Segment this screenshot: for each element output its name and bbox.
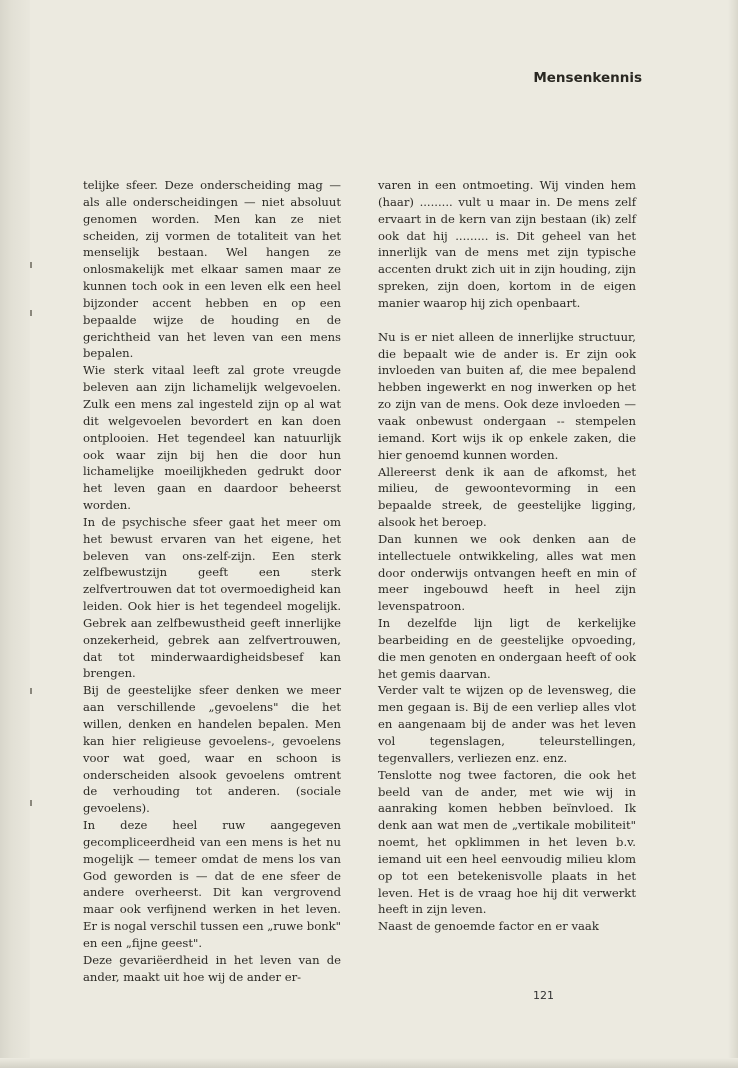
paragraph: In deze heel ruw aangegeven gecompliceerdheid van een mens is het nu mogelijk — temeer omdat de mens los van God geworden is — dat de ene sfeer de andere overheerst. Dit kan vergrovend maar ook verfijnend werken in het leven. Er is nogal verschil tussen een „ruwe bonk" en een „fijne geest". <box>83 818 341 950</box>
margin-mark <box>30 310 32 316</box>
running-header: Mensenkennis <box>533 70 642 86</box>
paragraph: Deze gevariëerdheid in het leven van de ander, maakt uit hoe wij de ander er- <box>83 952 341 984</box>
paragraph: Nu is er niet alleen de innerlijke structuur, die bepaalt wie de ander is. Er zijn ook invloeden van buiten af, die mee bepalend hebben ingewerkt en nog inwerken op het zo zijn van de mens. Ook deze invloeden — vaak onbewust ondergaan -- stempelen iemand. Kort wijs ik op enkele zaken, die hier genoemd kunnen worden. <box>378 329 636 462</box>
paragraph: In de psychische sfeer gaat het meer om het bewust ervaren van het eigene, het beleven van ons-zelf-zijn. Een sterk zelfbewustzijn geeft een sterk zelfvertrouwen dat tot overmoedigheid kan leiden. Ook hier is het tegendeel mogelijk. Gebrek aan zelfbewustheid geeft innerlijke onzekerheid, gebrek aan zelfvertrouwen, dat tot minderwaardigheidsbesef kan brengen. <box>83 514 341 681</box>
paragraph: In dezelfde lijn ligt de kerkelijke bearbeiding en de geestelijke opvoeding, die men genoten en ondergaan heeft of ook het gemis daarvan. <box>378 616 636 681</box>
margin-mark <box>30 800 32 806</box>
paragraph: Wie sterk vitaal leeft zal grote vreugde beleven aan zijn lichamelijk welgevoelen. Zulk een mens zal ingesteld zijn op al wat dit welgevoelen bevordert en kan doen ontplooien. Het tegendeel kan natuurlijk ook waar zijn bij hen die door hun lichamelijke moeilijkheden gedrukt door het leven gaan en daardoor beheerst worden. <box>83 363 341 513</box>
page-binding-edge <box>0 0 30 1068</box>
paragraph: Verder valt te wijzen op de levensweg, die men gegaan is. Bij de een verliep alles vlot en aangenaam bij de ander was het leven vol tegenslagen, teleurstellingen, tegenvallers, verliezen enz. enz. <box>378 683 636 765</box>
margin-mark <box>30 688 32 694</box>
paragraph: Dan kunnen we ook denken aan de intellectuele ontwikkeling, alles wat men door onderwijs ontvangen heeft en min of meer ingebouwd heeft in heel zijn levenspatroon. <box>378 531 636 614</box>
paragraph: Tenslotte nog twee factoren, die ook het beeld van de ander, met wie wij in aanraking komen hebben beïnvloed. Ik denk aan wat men de „vertikale mobiliteit" noemt, het opklimmen in het leven b.v. iemand uit een heel eenvoudig milieu klom op tot een betekenisvolle plaats in het leven. Het is de vraag hoe hij dit verwerkt heeft in zijn leven. <box>378 767 636 917</box>
paragraph: Naast de genoemde factor en er vaak <box>378 919 599 934</box>
page-number: 121 <box>533 989 554 1002</box>
paragraph: varen in een ontmoeting. Wij vinden hem (haar) ......... vult u maar in. De mens zelf ervaart in de kern van zijn bestaan (ik) zelf ook dat hij ......... is. Dit geheel van het innerlijk van de mens met zijn typische accenten drukt zich uit in zijn houding, zijn spreken, zijn doen, kortom in de eigen manier waarop hij zich openbaart. <box>378 178 636 310</box>
paragraph: Bij de geestelijke sfeer denken we meer aan verschillende „gevoelens" die het willen, denken en handelen bepalen. Men kan hier religieuse gevoelens-, gevoelens voor wat goed, waar en schoon is onderscheiden alsook gevoelens omtrent de verhouding tot anderen. (sociale gevoelens). <box>83 683 341 816</box>
right-column <box>378 177 636 935</box>
margin-mark <box>30 262 32 268</box>
page-right-edge <box>728 0 738 1068</box>
paragraph: telijke sfeer. Deze onderscheiding mag — als alle onderscheidingen — niet absoluut genomen worden. Men kan ze niet scheiden, zij vormen de totaliteit van het menselijk bestaan. Wel hangen ze onlosmakelijk met elkaar samen maar ze kunnen toch ook in een leven elk een heel bijzonder accent hebben en op een bepaalde wijze de houding en de gerichtheid van het leven van een mens bepalen. <box>83 178 341 361</box>
left-column <box>83 177 341 986</box>
paragraph: Allereerst denk ik aan de afkomst, het milieu, de gewoontevorming in een bepaalde streek, de geestelijke ligging, alsook het beroep. <box>378 464 636 530</box>
page-bottom-edge <box>0 1058 738 1068</box>
